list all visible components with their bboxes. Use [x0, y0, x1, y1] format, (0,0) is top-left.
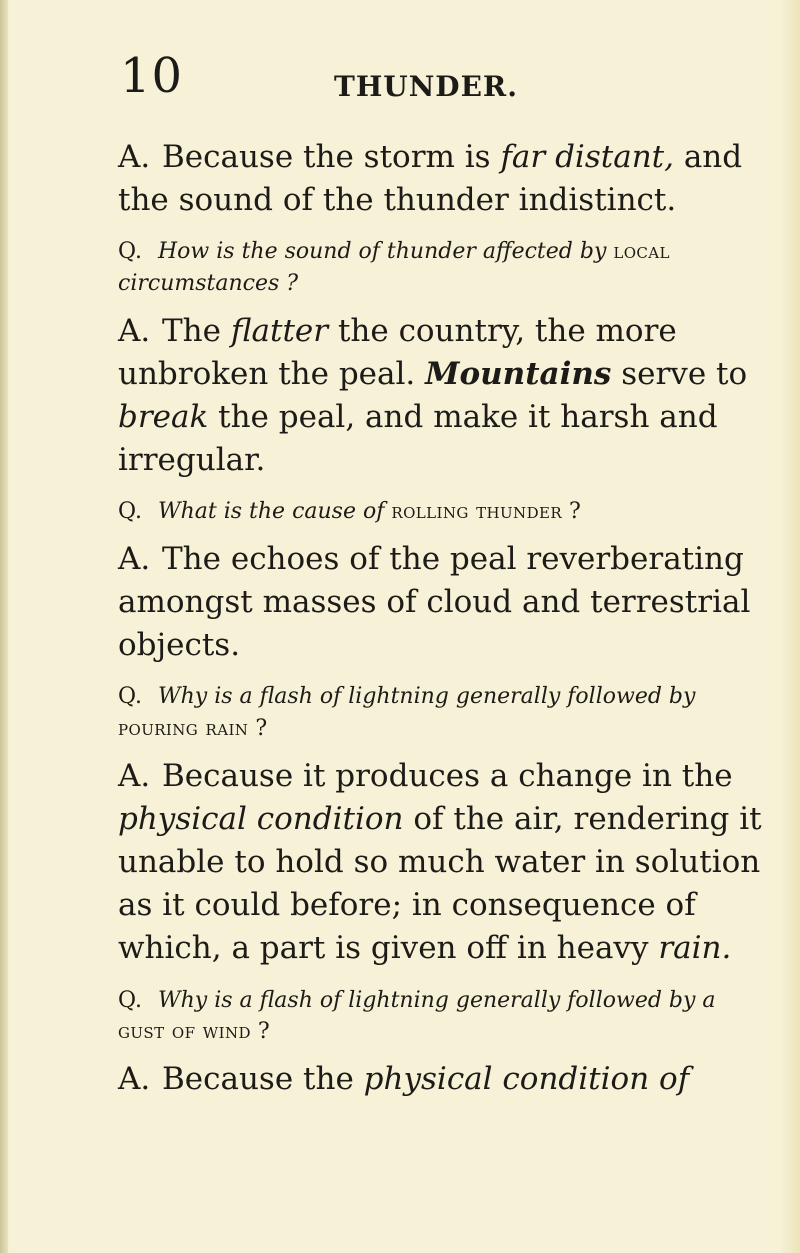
running-title: THUNDER.: [334, 70, 518, 103]
text-segment: pouring rain: [118, 716, 249, 742]
text-segment: and the sound of the thunder indistinct.: [118, 139, 743, 219]
text-segment: ?: [562, 499, 581, 525]
text-segment: circumstances ?: [118, 271, 299, 297]
text-segment: far distant,: [500, 139, 674, 175]
text-segment: physical condition of: [363, 1061, 690, 1098]
text-segment: of the air, rendering it unable to hold so much water in solution as it could before; in consequence of which, a part is given off in heavy: [118, 801, 762, 967]
answer-paragraph: [118, 136, 768, 222]
answer-label: A.: [118, 1061, 151, 1098]
text-segment: The echoes of the peal reverberating amongst masses of cloud and terrestrial objects.: [118, 541, 751, 664]
answer-paragraph: [118, 1058, 768, 1101]
text-segment: the peal, and make it harsh and irregular.: [118, 399, 718, 479]
page-left-edge: [0, 0, 8, 1253]
page-number: 10: [120, 48, 184, 104]
text-segment: gust of wind: [118, 1019, 251, 1045]
text-segment: the country, the more unbroken the peal.: [118, 312, 677, 393]
text-segment: physical condition: [118, 801, 404, 838]
page-header: [0, 48, 800, 108]
question-label: Q.: [118, 499, 142, 525]
answer-paragraph: [118, 310, 768, 482]
text-segment: What is the cause of: [158, 499, 392, 525]
question-paragraph: [118, 496, 768, 528]
answer-label: A.: [118, 758, 151, 795]
question-paragraph: [118, 985, 768, 1049]
text-segment: Because the: [162, 1061, 364, 1098]
text-segment: local: [613, 239, 670, 265]
text-segment: How is the sound of thunder affected by: [158, 239, 614, 265]
question-paragraph: [118, 236, 768, 300]
text-segment: serve to: [611, 356, 748, 393]
text-segment: flatter: [230, 312, 329, 349]
text-segment: ?: [248, 716, 268, 742]
text-segment: break: [118, 399, 209, 436]
text-segment: Because the storm is: [162, 139, 501, 175]
question-label: Q.: [118, 987, 142, 1013]
answer-label: A.: [118, 541, 151, 578]
answer-paragraph: [118, 755, 768, 970]
text-segment: Why is a flash of lightning generally followed by: [158, 684, 696, 710]
text-segment: The: [162, 312, 231, 349]
text-segment: rain.: [658, 930, 732, 967]
question-label: Q.: [118, 239, 142, 265]
text-segment: rolling thunder: [391, 499, 563, 525]
text-segment: Because it produces a change in the: [162, 758, 733, 795]
answer-label: A.: [118, 139, 151, 175]
text-segment: Mountains: [425, 356, 612, 393]
question-paragraph: [118, 681, 768, 745]
text-segment: Why is a flash of lightning generally followed by a: [158, 987, 716, 1013]
answer-paragraph: [118, 538, 768, 667]
answer-label: A.: [118, 312, 151, 349]
qa-content: [118, 136, 768, 1115]
text-segment: ?: [250, 1019, 270, 1045]
question-label: Q.: [118, 684, 142, 710]
